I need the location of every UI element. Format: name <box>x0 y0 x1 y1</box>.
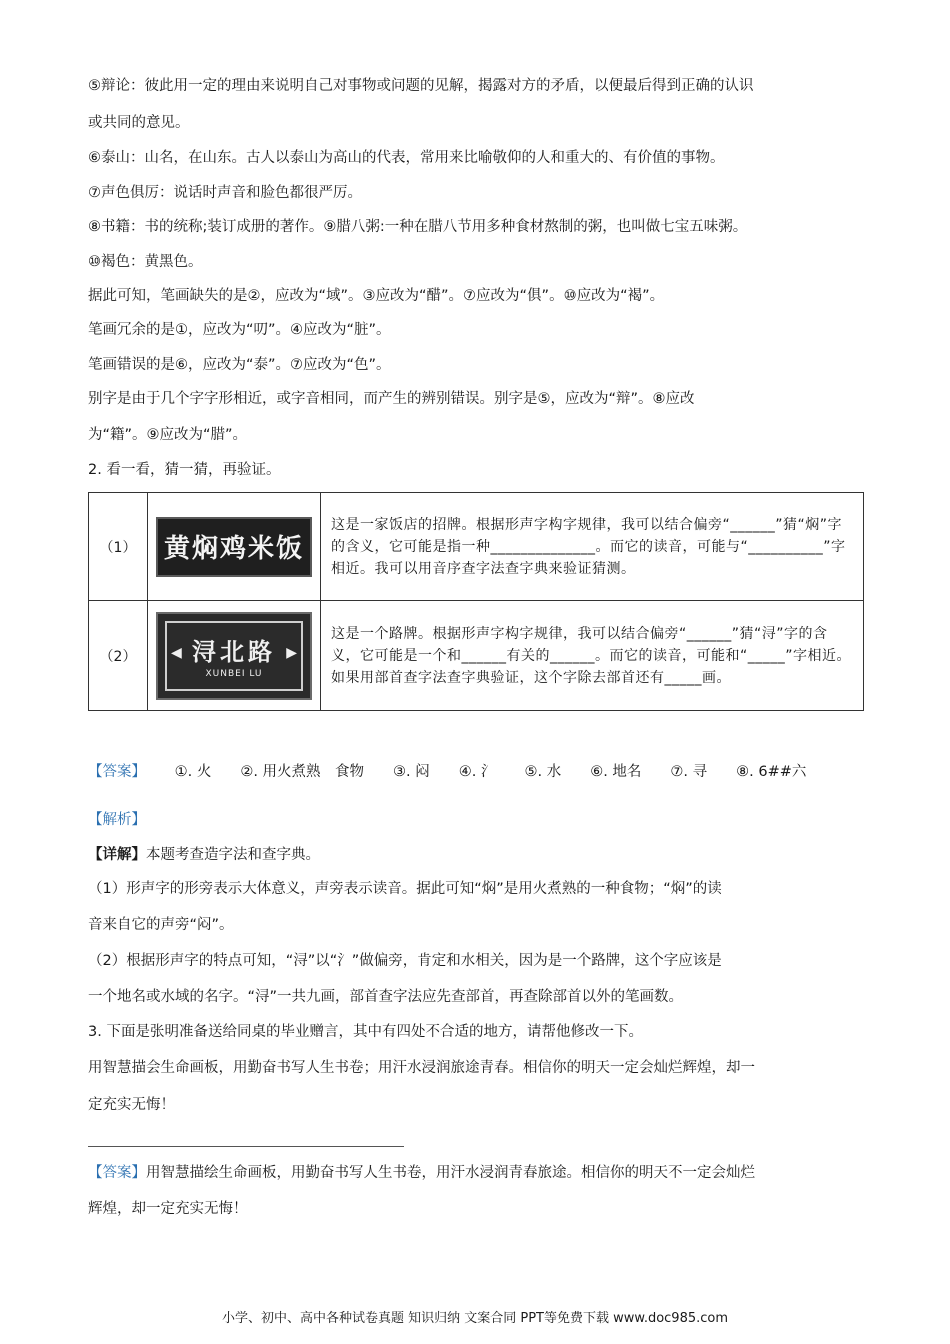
row-number: （1） <box>89 493 148 601</box>
text-line: ⑩褐色：黄黑色。 <box>88 254 203 270</box>
detail-tag: 【详解】 <box>88 847 146 863</box>
text-line: 音来自它的声旁“闷”。 <box>88 917 234 933</box>
row-text: 这是一家饭店的招牌。根据形声字构字规律，我可以结合偏旁“______”猜“焖”字的含义，它可能是指一种______________。而它的读音，可能与“__________”字相近。我可以用音序查字法查字典来验证猜测。 <box>321 493 864 601</box>
question-3-title: 3. 下面是张明准备送给同桌的毕业赠言，其中有四处不合适的地方，请帮他修改一下。 <box>88 1024 643 1040</box>
answer-items: ①. 火 ②. 用火煮熟 食物 ③. 闷 ④. 氵 ⑤. 水 ⑥. 地名 ⑦. 寻 ⑧. 6##六 <box>174 764 807 780</box>
road-sign <box>156 612 312 700</box>
analysis-tag: 【解析】 <box>88 812 146 828</box>
text-line: ⑥泰山：山名，在山东。古人以泰山为高山的代表，常用来比喻敬仰的人和重大的、有价值的事物。 <box>88 150 725 166</box>
road-sign-name: 浔北路 <box>192 638 276 666</box>
row-number: （2） <box>89 601 148 711</box>
detail-text: 本题考查造字法和查字典。 <box>146 847 320 863</box>
text-line: ⑦声色俱厉：说话时声音和脸色都很严厉。 <box>88 185 362 201</box>
detail-line <box>88 845 320 865</box>
text-line: 笔画冗余的是①，应改为“叨”。④应改为“脏”。 <box>88 322 391 338</box>
answer-text: 用智慧描绘生命画板，用勤奋书写人生书卷，用汗水浸润青春旅途。相信你的明天不一定会灿烂 <box>146 1165 755 1181</box>
text-line: 为“籍”。⑨应改为“腊”。 <box>88 427 248 443</box>
answer-line <box>88 762 806 782</box>
text-line: 定充实无悔！ <box>88 1097 175 1113</box>
text-line: ⑧书籍：书的统称;装订成册的著作。⑨腊八粥:一种在腊八节用多种食材熬制的粥，也叫做七宝五味粥。 <box>88 219 748 235</box>
arrow-left-icon: ◀ <box>171 644 182 661</box>
text-line: 别字是由于几个字字形相近，或字音相同，而产生的辨别错误。别字是⑤，应改为“辩”。⑧应改 <box>88 391 695 407</box>
question-2-title: 2. 看一看，猜一猜，再验证。 <box>88 462 281 478</box>
text-line: 用智慧描会生命画板，用勤奋书写人生书卷；用汗水浸润旅途青春。相信你的明天一定会灿烂辉煌，却一 <box>88 1060 755 1076</box>
table-row <box>89 601 864 711</box>
text-line: 一个地名或水域的名字。“浔”一共九画，部首查字法应先查部首，再查除部首以外的笔画数。 <box>88 989 684 1005</box>
text-line: 或共同的意见。 <box>88 115 190 131</box>
text-line: （1）形声字的形旁表示大体意义，声旁表示读音。据此可知“焖”是用火煮熟的一种食物；“焖”的读 <box>88 881 722 897</box>
arrow-right-icon: ▶ <box>286 644 297 661</box>
road-sign-image <box>148 601 321 711</box>
text-line: 辉煌，却一定充实无悔！ <box>88 1201 248 1217</box>
answer-blank-line <box>88 1146 404 1147</box>
table-row <box>89 493 864 601</box>
restaurant-sign-image <box>148 493 321 601</box>
answer-tag: 【答案】 <box>88 764 146 780</box>
text-line: ⑤辩论：彼此用一定的理由来说明自己对事物或问题的见解，揭露对方的矛盾，以便最后得到正确的认识 <box>88 78 754 94</box>
text-line: 据此可知，笔画缺失的是②，应改为“域”。③应改为“醋”。⑦应改为“俱”。⑩应改为“褐”。 <box>88 288 665 304</box>
footer: 小学、初中、高中各种试卷真题 知识归纳 文案合同 PPT等免费下载 www.doc985.com <box>221 1311 729 1326</box>
answer-line <box>88 1163 755 1183</box>
row-text: 这是一个路牌。根据形声字构字规律，我可以结合偏旁“______”猜“浔”字的含义，它可能是一个和______有关的______。而它的读音，可能和“_____”字相近。如果用部首查字法查字典验证，这个字除去部首还有_____画。 <box>321 601 864 711</box>
road-sign-pinyin: XUNBEI LU <box>205 669 263 679</box>
text-line: 笔画错误的是⑥，应改为“泰”。⑦应改为“色”。 <box>88 357 391 373</box>
restaurant-sign: 黄焖鸡米饭 <box>156 517 312 577</box>
question-2-table <box>88 492 864 711</box>
answer-tag: 【答案】 <box>88 1165 146 1181</box>
text-line: （2）根据形声字的特点可知，“浔”以“氵”做偏旁，肯定和水相关，因为是一个路牌，这个字应该是 <box>88 953 722 969</box>
